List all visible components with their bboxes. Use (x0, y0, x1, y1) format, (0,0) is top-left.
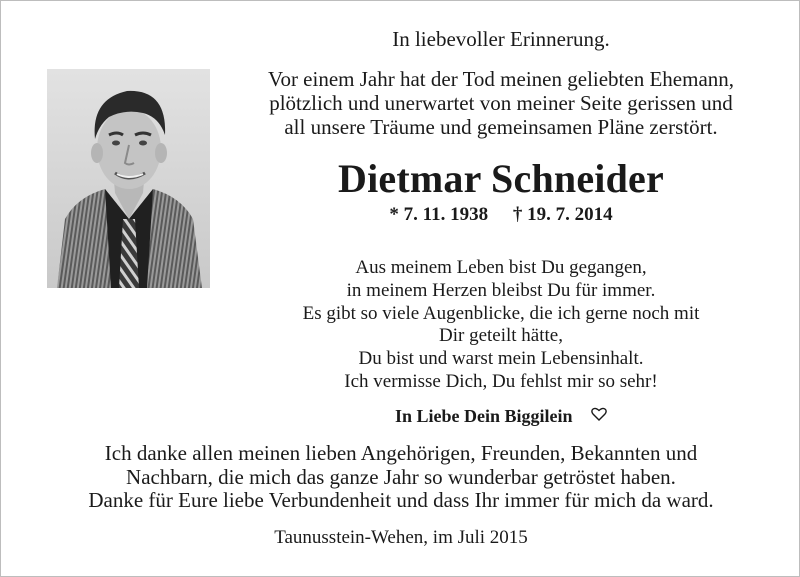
portrait-illustration (47, 69, 210, 288)
signature-text: In Liebe Dein Biggilein (394, 406, 573, 426)
poem-line: Dir geteilt hätte, (439, 325, 563, 347)
portrait-photo (47, 69, 210, 288)
birth-date: * 7. 11. 1938 (389, 204, 489, 225)
lead-line: all unsere Träume und gemeinsamen Pläne zerstört. (284, 115, 718, 139)
poem-line: Es gibt so viele Augenblicke, die ich gerne noch mit (302, 302, 700, 324)
lead-line: plötzlich und unerwartet von meiner Seite gerissen und (269, 91, 733, 115)
deceased-name: Dietmar Schneider (338, 156, 664, 201)
life-dates (236, 203, 766, 227)
lead-paragraph (236, 67, 766, 139)
place-and-date: Taunusstein-Wehen, im Juli 2015 (274, 527, 528, 548)
signature (236, 404, 766, 429)
death-date: † 19. 7. 2014 (512, 204, 613, 225)
poem (236, 257, 766, 394)
poem-line: Ich vermisse Dich, Du fehlst mir so sehr! (344, 370, 658, 392)
thanks-line: Nachbarn, die mich das ganze Jahr so wunderbar getröstet haben. (126, 464, 676, 489)
thanks-line: Ich danke allen meinen lieben Angehörigen, Freunden, Bekannten und (104, 441, 698, 465)
thanks-paragraph (41, 442, 761, 513)
heart-outline-icon (591, 405, 607, 429)
poem-line: Aus meinem Leben bist Du gegangen, (355, 257, 647, 278)
thanks-line: Danke für Eure liebe Verbundenheit und dass Ihr immer für mich da ward. (88, 488, 714, 512)
poem-line: in meinem Herzen bleibst Du für immer. (346, 279, 656, 301)
lead-line: Vor einem Jahr hat der Tod meinen geliebten Ehemann, (267, 67, 735, 91)
poem-line: Du bist und warst mein Lebensinhalt. (358, 348, 644, 370)
intro-line: In liebevoller Erinnerung. (392, 27, 610, 51)
